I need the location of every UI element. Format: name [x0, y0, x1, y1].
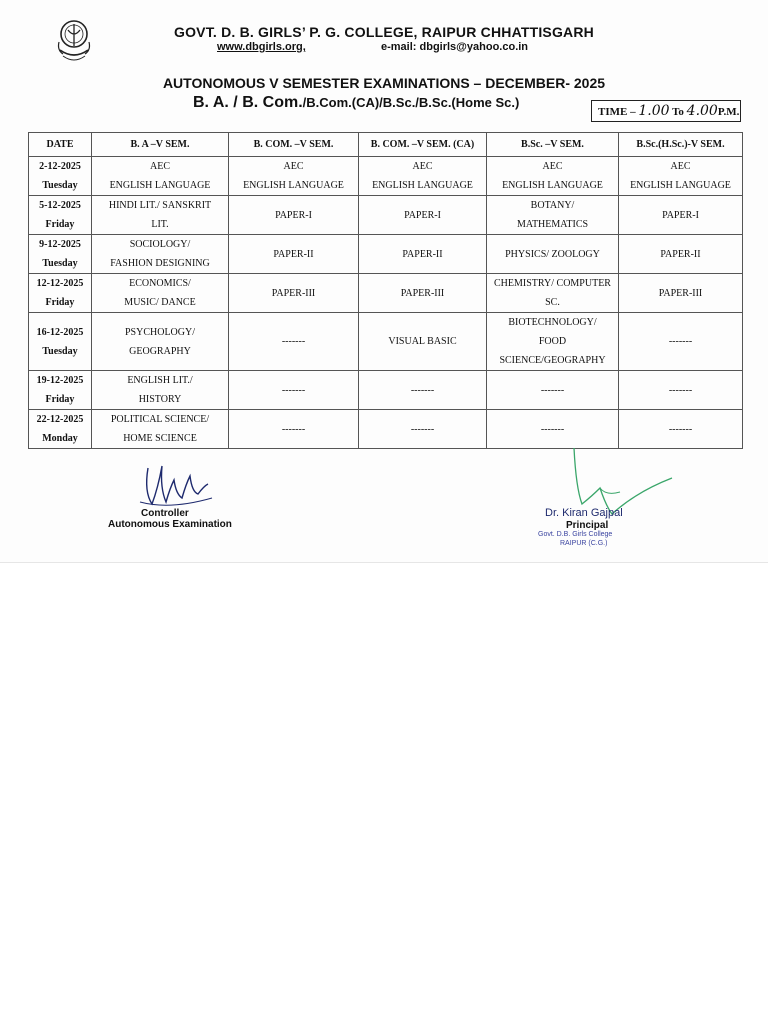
cell-date [29, 196, 92, 235]
cell-line: AEC [670, 161, 691, 172]
cell-line: PAPER-III [271, 287, 316, 299]
exam-time-box [591, 100, 741, 122]
cell-bcom-ca [359, 371, 487, 410]
cell-date [29, 235, 92, 274]
cell-line: ------- [410, 423, 435, 435]
cell-ba [92, 157, 229, 196]
cell-line: PAPER-I [662, 209, 699, 221]
cell-line: 12-12-2025 [36, 278, 84, 289]
cell-line: ENGLISH LANGUAGE [502, 180, 603, 191]
cell-line: ------- [281, 336, 306, 347]
column-header-date: DATE [29, 133, 92, 157]
column-header-bsc-hsc: B.Sc.(H.Sc.)-V SEM. [619, 133, 743, 157]
cell-line: POLITICAL SCIENCE/ [110, 414, 210, 425]
table-row [29, 274, 743, 313]
cell-line: ------- [281, 423, 306, 435]
exam-title: AUTONOMOUS V SEMESTER EXAMINATIONS – DECEMBER- 2025 [162, 75, 606, 91]
exam-schedule-table [28, 132, 743, 449]
cell-bcom-ca [359, 196, 487, 235]
college-name: GOVT. D. B. GIRLS’ P. G. COLLEGE, RAIPUR CHHATTISGARH [173, 24, 594, 40]
table-row [29, 371, 743, 410]
cell-date [29, 410, 92, 449]
cell-line: 19-12-2025 [36, 375, 84, 386]
cell-ba [92, 410, 229, 449]
principal-title: Principal [566, 520, 609, 531]
cell-ba [92, 235, 229, 274]
cell-line: Tuesday [42, 345, 78, 357]
cell-line: MATHEMATICS [516, 219, 589, 230]
cell-line: PHYSICS/ ZOOLOGY [505, 248, 600, 260]
cell-bcom [229, 235, 359, 274]
cell-line: HISTORY [138, 394, 182, 405]
cell-line: ENGLISH LANGUAGE [372, 180, 473, 191]
cell-date [29, 157, 92, 196]
principal-name: Dr. Kiran Gajpal [545, 507, 623, 519]
cell-line: FOOD [538, 336, 567, 347]
course-title [193, 94, 519, 112]
cell-line: HOME SCIENCE [123, 433, 197, 444]
cell-bsc [487, 274, 619, 313]
cell-line: AEC [150, 161, 170, 172]
table-row [29, 157, 743, 196]
cell-ba [92, 196, 229, 235]
cell-line: Tuesday [42, 180, 78, 191]
table-row [29, 235, 743, 274]
cell-date [29, 274, 92, 313]
cell-line: PSYCHOLOGY/ [124, 326, 195, 338]
cell-line: ENGLISH LANGUAGE [630, 180, 731, 191]
controller-title: Controller [141, 508, 189, 519]
cell-bcom [229, 157, 359, 196]
cell-line: AEC [283, 161, 304, 172]
cell-line: BOTANY/ [530, 200, 575, 211]
cell-line: ------- [540, 384, 565, 396]
cell-bcom-ca [359, 274, 487, 313]
cell-date [29, 313, 92, 371]
column-header-ba: B. A –V SEM. [92, 133, 229, 157]
table-row [29, 313, 743, 371]
cell-bcom-ca [359, 410, 487, 449]
column-header-bsc: B.Sc. –V SEM. [487, 133, 619, 157]
cell-bcom [229, 410, 359, 449]
cell-ba [92, 371, 229, 410]
cell-bcom-ca [359, 235, 487, 274]
cell-line: SCIENCE/GEOGRAPHY [499, 355, 606, 366]
cell-line: AEC [412, 161, 433, 172]
column-header-bcom-ca: B. COM. –V SEM. (CA) [359, 133, 487, 157]
cell-line: PAPER-II [660, 248, 701, 260]
cell-line: Friday [45, 297, 75, 308]
cell-line: ENGLISH LIT./ [127, 375, 193, 386]
cell-line: GEOGRAPHY [129, 345, 191, 357]
cell-line: PAPER-III [400, 287, 445, 299]
cell-bsc-hsc [619, 235, 743, 274]
cell-line: LIT. [151, 219, 169, 230]
controller-designation: Autonomous Examination [108, 519, 232, 530]
cell-line: ------- [410, 384, 435, 396]
time-prefix: TIME – [598, 106, 636, 118]
cell-line: HINDI LIT./ SANSKRIT [108, 200, 212, 211]
cell-bsc [487, 235, 619, 274]
cell-line: ECONOMICS/ [129, 278, 191, 289]
time-end: 4.00 [686, 103, 718, 119]
college-website-link[interactable]: www.dbgirls.org, [217, 41, 306, 53]
cell-bcom-ca [359, 157, 487, 196]
cell-line: PAPER-I [275, 209, 312, 221]
cell-line: ------- [668, 336, 693, 347]
cell-line: ------- [668, 423, 693, 435]
cell-line: ------- [281, 384, 306, 396]
course-rest: /B.Com.(CA)/B.Sc./B.Sc.(Home Sc.) [302, 95, 520, 110]
cell-line: VISUAL BASIC [388, 336, 457, 347]
cell-bcom-ca [359, 313, 487, 371]
cell-bsc-hsc [619, 274, 743, 313]
cell-bsc [487, 410, 619, 449]
cell-line: 5-12-2025 [39, 200, 81, 211]
time-start: 1.00 [638, 103, 670, 119]
cell-line: Friday [45, 394, 75, 405]
cell-line: PAPER-I [404, 209, 441, 221]
cell-bsc [487, 157, 619, 196]
cell-line: AEC [542, 161, 563, 172]
cell-line: ENGLISH LANGUAGE [109, 180, 211, 191]
cell-line: BIOTECHNOLOGY/ [508, 317, 597, 328]
column-header-bcom: B. COM. –V SEM. [229, 133, 359, 157]
cell-line: 16-12-2025 [36, 326, 84, 338]
cell-bsc [487, 371, 619, 410]
cell-bcom [229, 313, 359, 371]
college-email[interactable]: e-mail: dbgirls@yahoo.co.in [381, 41, 529, 53]
cell-date [29, 371, 92, 410]
cell-line: 9-12-2025 [39, 239, 81, 250]
table-body [29, 157, 743, 449]
cell-line: ------- [668, 384, 693, 396]
cell-line: MUSIC/ DANCE [124, 297, 196, 308]
cell-line: 22-12-2025 [36, 414, 84, 425]
principal-seal-line1: Govt. D.B. Girls College [538, 531, 613, 538]
cell-line: Monday [42, 433, 78, 444]
time-suffix: P.M. [717, 106, 740, 118]
cell-bcom [229, 274, 359, 313]
table-header-row [29, 133, 743, 157]
time-to: To [672, 106, 684, 118]
table-row [29, 196, 743, 235]
cell-bsc-hsc [619, 410, 743, 449]
cell-line: Tuesday [42, 258, 78, 269]
cell-bsc-hsc [619, 196, 743, 235]
table-row [29, 410, 743, 449]
cell-line: SC. [545, 297, 560, 308]
cell-bsc-hsc [619, 157, 743, 196]
cell-bsc [487, 313, 619, 371]
cell-ba [92, 313, 229, 371]
cell-bsc-hsc [619, 371, 743, 410]
cell-line: CHEMISTRY/ COMPUTER [494, 278, 611, 289]
cell-bcom [229, 371, 359, 410]
cell-line: FASHION DESIGNING [110, 258, 210, 269]
cell-ba [92, 274, 229, 313]
principal-seal [538, 530, 612, 548]
cell-line: Friday [45, 219, 75, 230]
cell-line: ------- [540, 423, 565, 435]
cell-line: 2-12-2025 [39, 161, 81, 172]
cell-line: PAPER-II [402, 248, 443, 260]
principal-seal-line2: RAIPUR (C.G.) [560, 540, 608, 547]
cell-bsc-hsc [619, 313, 743, 371]
cell-bsc [487, 196, 619, 235]
cell-line: SOCIOLOGY/ [129, 239, 191, 250]
cell-line: ENGLISH LANGUAGE [243, 180, 344, 191]
course-main: B. A. / B. Com. [193, 94, 303, 111]
cell-line: PAPER-III [658, 287, 703, 299]
cell-line: PAPER-II [273, 248, 314, 260]
cell-bcom [229, 196, 359, 235]
